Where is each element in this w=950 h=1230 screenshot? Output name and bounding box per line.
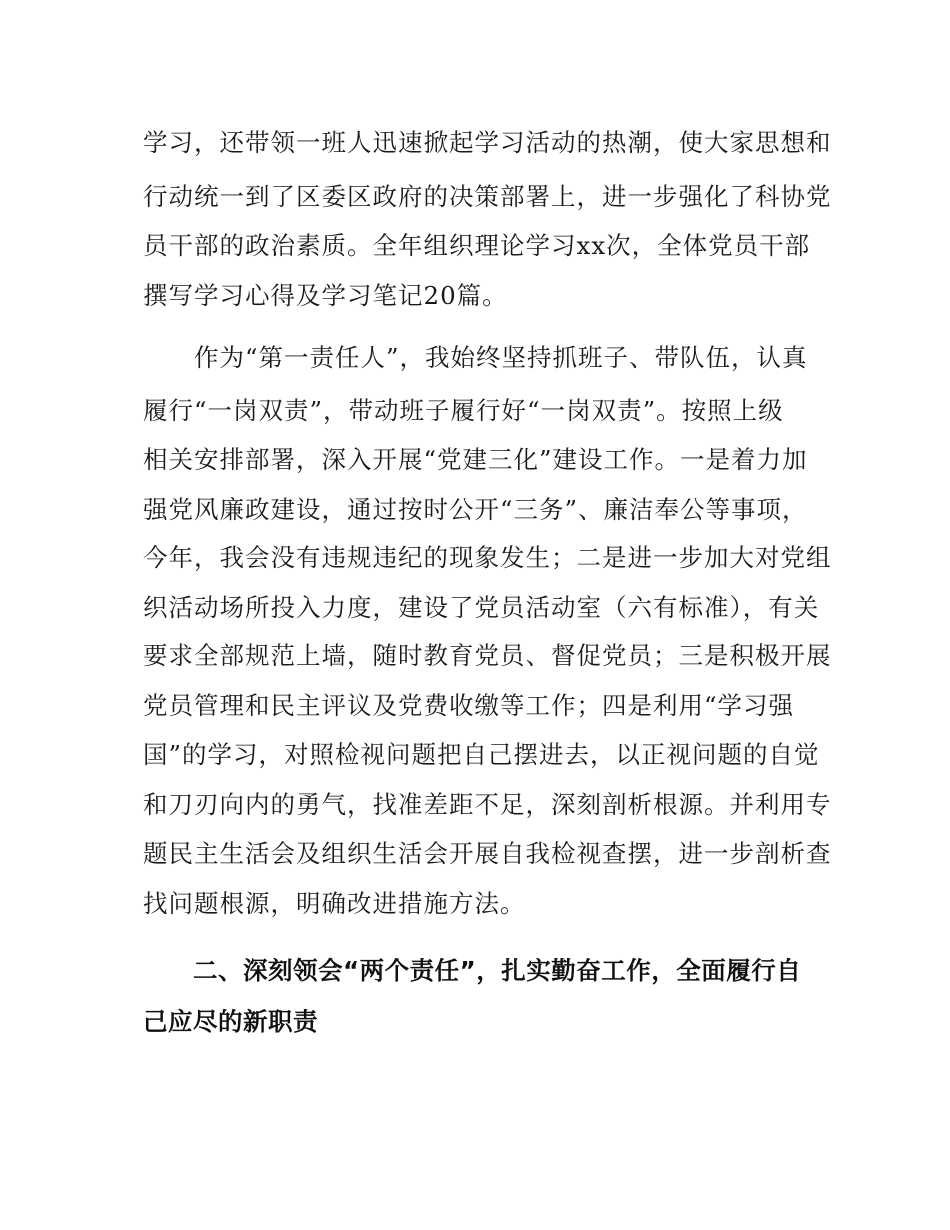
paragraph-1-line-4: 撰写学习心得及学习笔记20篇。 bbox=[143, 281, 508, 310]
paragraph-2-line-1: 作为“第一责任人”，我始终坚持抓班子、带队伍，认真 bbox=[143, 343, 808, 372]
paragraph-2-line-12: 找问题根源，明确改进措施方法。 bbox=[143, 889, 526, 918]
paragraph-2-line-5: 今年，我会没有违规违纪的现象发生；二是进一步加大对党组 bbox=[143, 543, 832, 572]
paragraph-2-line-6: 织活动场所投入力度，建设了党员活动室（六有标准），有关 bbox=[143, 593, 820, 622]
paragraph-1-line-3: 员干部的政治素质。全年组织理论学习xx次，全体党员干部 bbox=[143, 231, 811, 260]
section-heading-line-2: 己应尽的新职责 bbox=[143, 1007, 318, 1036]
paragraph-2-line-9: 国”的学习，对照检视问题把自己摆进去，以正视问题的自觉 bbox=[143, 740, 820, 769]
paragraph-2-line-8: 党员管理和民主评议及党费收缴等工作；四是利用“学习强 bbox=[143, 691, 795, 720]
paragraph-1-line-1: 学习，还带领一班人迅速掀起学习活动的热潮，使大家思想和 bbox=[143, 128, 832, 157]
paragraph-2-line-2: 履行“一岗双责”，带动班子履行好“一岗双责”。按照上级 bbox=[143, 396, 784, 425]
paragraph-1-line-2: 行动统一到了区委区政府的决策部署上，进一步强化了科协党 bbox=[143, 182, 832, 211]
paragraph-2-line-7: 要求全部规范上墙，随时教育党员、督促党员；三是积极开展 bbox=[143, 641, 832, 670]
paragraph-2-line-3: 相关安排部署，深入开展“党建三化”建设工作。一是着力加 bbox=[143, 445, 808, 474]
paragraph-2-line-10: 和刀刃向内的勇气，找准差距不足，深刻剖析根源。并利用专 bbox=[143, 790, 832, 819]
paragraph-2-line-4: 强党风廉政建设，通过按时公开“三务”、廉洁奉公等事项， bbox=[143, 495, 808, 524]
section-heading-line-1: 二、深刻领会“两个责任”，扎实勤奋工作，全面履行自 bbox=[143, 956, 802, 985]
paragraph-2-line-11: 题民主生活会及组织生活会开展自我检视查摆，进一步剖析查 bbox=[143, 839, 832, 868]
